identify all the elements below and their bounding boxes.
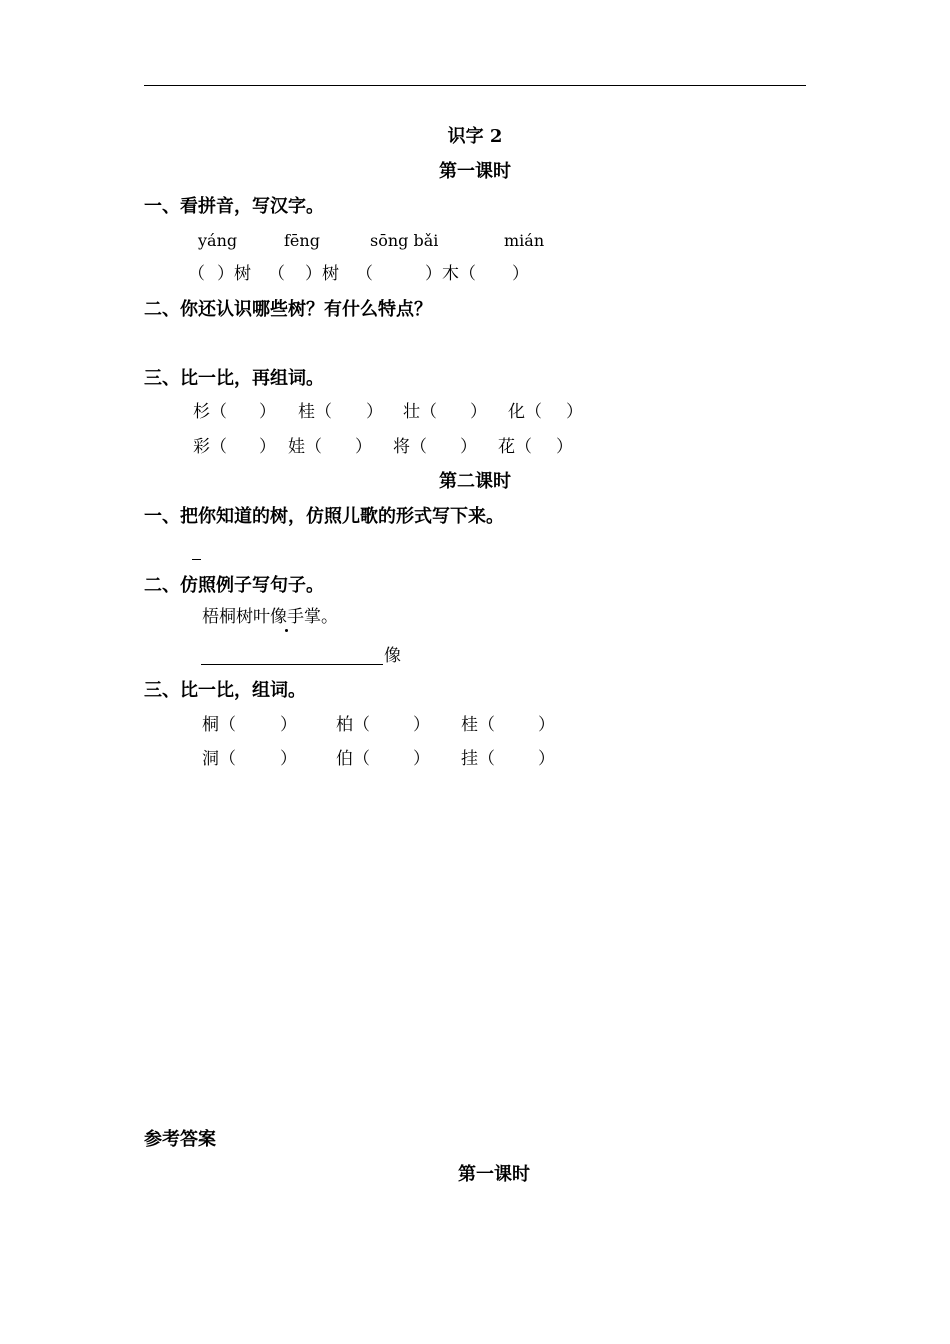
header-rule: [144, 85, 806, 86]
l2q3-close-6: ）: [538, 749, 555, 769]
l2q3-word-bo: 伯（: [336, 749, 370, 769]
lesson1-q2-label: 二、你还认识哪些树？有什么特点？: [144, 299, 432, 320]
l2q3-word-gui: 桂（: [461, 715, 495, 735]
answer-dash: [192, 559, 201, 560]
q3-word-zhuang: 壮（: [403, 402, 437, 422]
q3-word-cai: 彩（: [193, 437, 227, 457]
q1-answer-songbai-mu: ）木（: [425, 264, 476, 284]
sentence-blank-line: [201, 664, 383, 665]
q3-word-shan: 杉（: [193, 402, 227, 422]
q3-word-jiang: 将（: [393, 437, 427, 457]
lesson2-q2-label: 二、仿照例子写句子。: [144, 575, 324, 596]
example-sentence: 梧桐树叶像手掌。: [202, 607, 338, 627]
l2q3-word-gua: 挂（: [461, 749, 495, 769]
q3-close-4: ）: [566, 402, 583, 422]
pinyin-mian: mián: [504, 231, 545, 250]
q1-paren-open-2: （: [268, 264, 285, 284]
q3-close-6: ）: [355, 437, 372, 457]
q3-close-7: ）: [460, 437, 477, 457]
q3-close-8: ）: [556, 437, 573, 457]
lesson2-q1-label: 一、把你知道的树，仿照儿歌的形式写下来。: [144, 506, 504, 527]
q3-word-wa: 娃（: [288, 437, 322, 457]
page-title: 识字 2: [447, 126, 503, 147]
q3-word-hua: 化（: [508, 402, 542, 422]
l2q3-close-4: ）: [280, 749, 297, 769]
lesson2-heading: 第二课时: [439, 471, 511, 492]
q1-paren-open-3: （: [356, 264, 373, 284]
l2q3-close-2: ）: [413, 715, 430, 735]
pinyin-songbai: sōng bǎi: [370, 231, 439, 250]
l2q3-word-bai: 柏（: [336, 715, 370, 735]
l2q3-close-3: ）: [538, 715, 555, 735]
lesson1-q3-label: 三、比一比，再组词。: [144, 368, 324, 389]
lesson1-q1-label: 一、看拼音，写汉字。: [144, 196, 324, 217]
q3-word-gui: 桂（: [298, 402, 332, 422]
lesson2-q3-label: 三、比一比，组词。: [144, 680, 306, 701]
q3-close-5: ）: [259, 437, 276, 457]
q3-close-2: ）: [366, 402, 383, 422]
l2q3-close-5: ）: [413, 749, 430, 769]
l2q3-word-tong: 桐（: [202, 715, 236, 735]
pinyin-yang: yáng: [198, 231, 238, 250]
answers-heading: 第一课时: [458, 1164, 530, 1185]
pinyin-feng: fēng: [284, 231, 320, 250]
q3-close-3: ）: [470, 402, 487, 422]
answers-label: 参考答案: [144, 1129, 216, 1150]
q3-word-hua2: 花（: [498, 437, 532, 457]
q1-paren-close-4: ）: [512, 264, 529, 284]
l2q3-close-1: ）: [280, 715, 297, 735]
q1-paren-open-1: （: [188, 264, 205, 284]
q3-close-1: ）: [259, 402, 276, 422]
emphasis-dot: [285, 629, 288, 632]
l2q3-word-dong: 洞（: [202, 749, 236, 769]
blank-suffix-xiang: 像: [384, 646, 401, 666]
lesson1-heading: 第一课时: [439, 161, 511, 182]
q1-answer-yang-shu: ）树: [217, 264, 251, 284]
q1-answer-feng-shu: ）树: [305, 264, 339, 284]
